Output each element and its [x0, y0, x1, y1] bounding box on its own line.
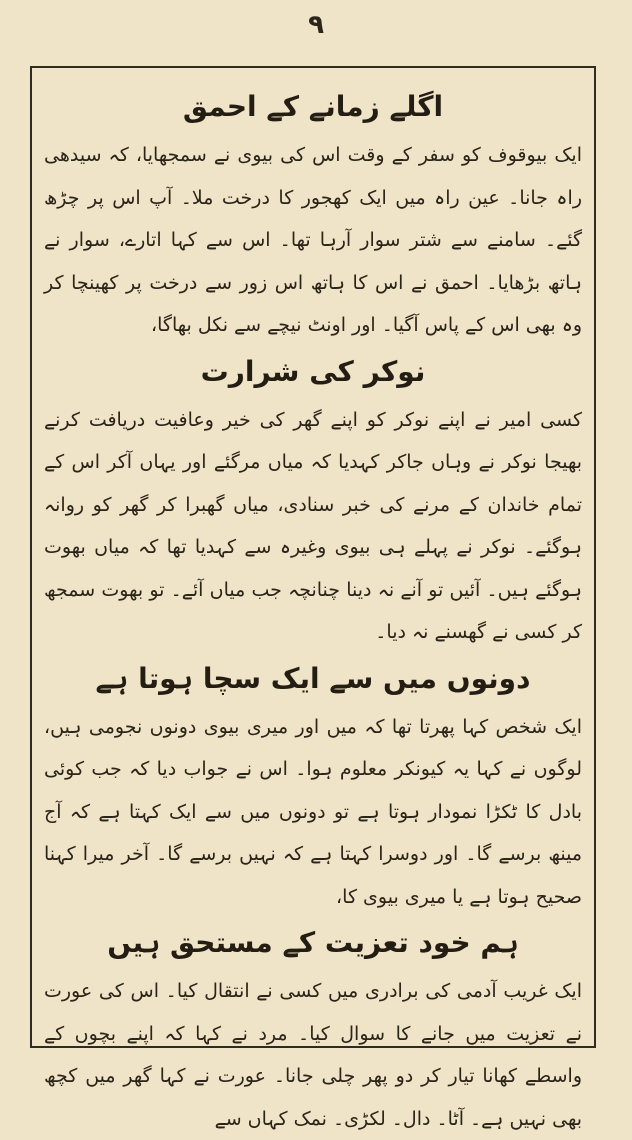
section-text-1: ایک بیوقوف کو سفر کے وقت اس کی بیوی نے سمجھایا، کہ سیدھی راہ جانا۔ عین راہ میں ایک کھجور کا درخت ملا۔ آپ اس پر چڑھ گئے۔ سامنے سے شتر سوار آرہا تھا۔ اس سے کہا اتارے، سوار نے ہاتھ بڑھایا۔ احمق نے اس کا ہاتھ اس زور سے درخت پر کھینچا کر وہ بھی اس کے پاس آگیا۔ اور اونٹ نیچے سے نکل بھاگا، [44, 144, 582, 336]
section-heading-3: دونوں میں سے ایک سچا ہوتا ہے [95, 661, 531, 695]
section-text-3: ایک شخص کہا پھرتا تھا کہ میں اور میری بیوی دونوں نجومی ہیں، لوگوں نے کہا یہ کیونکر معلوم ہوا۔ اس نے جواب دیا کہ جب کوئی بادل کا ٹکڑا نمودار ہوتا ہے تو دونوں میں سے ایک کہتا ہے کہ آج مینھ برسے گا۔ اور دوسرا کہتا ہے کہ نہیں برسے گا۔ آخر میرا کہنا صحیح ہوتا ہے یا میری بیوی کا، [44, 715, 582, 908]
section-text-2: کسی امیر نے اپنے نوکر کو اپنے گھر کی خیر وعافیت دریافت کرنے بھیجا نوکر نے وہاں جاکر کہدیا کہ میاں مرگئے اور یہاں آکر اس کے تمام خاندان کے مرنے کی خبر سنادی، میاں گھبرا کر گھر کو روانہ ہوگئے۔ نوکر نے پہلے ہی بیوی وغیرہ سے کہدیا تھا کہ میاں بھوت ہوگئے ہیں۔ آئیں تو آنے نہ دینا چنانچہ جب میاں آئے۔ تو بھوت سمجھ کر کسی نے گھسنے نہ دیا۔ [44, 408, 582, 643]
section-heading-2: نوکر کی شرارت [200, 354, 426, 388]
section-heading-1: اگلے زمانے کے احمق [182, 90, 444, 123]
page-number: ۹ [308, 10, 324, 40]
section-text-4: ایک غریب آدمی کی برادری میں کسی نے انتقال کیا۔ اس کی عورت نے تعزیت میں جانے کا سوال کیا۔ مرد نے کہا کہ اپنے بچوں کے واسطے کھانا تیار کر دو پھر چلی جانا۔ عورت نے کہا گھر میں کچھ بھی نہیں ہے۔ آٹا۔ دال۔ لکڑی۔ نمک کہاں سے [44, 980, 582, 1130]
page-frame [30, 66, 596, 1130]
section-heading-4: ہم خود تعزیت کے مستحق ہیں [107, 926, 519, 959]
page-content [44, 84, 582, 1140]
